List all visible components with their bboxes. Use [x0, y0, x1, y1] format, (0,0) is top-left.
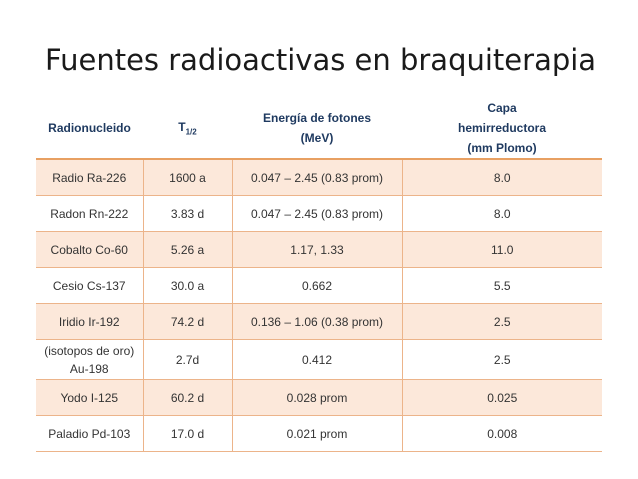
- cell-half-life: 3.83 d: [143, 196, 232, 232]
- cell-half-life: 2.7d: [143, 340, 232, 380]
- cell-radionuclide: Iridio Ir-192: [36, 304, 143, 340]
- cell-hvl: 11.0: [402, 232, 602, 268]
- table-row: [36, 304, 602, 340]
- header-energy-line1: Energía de fotones: [262, 111, 372, 125]
- cell-half-life: 17.0 d: [143, 416, 232, 452]
- table-row: [36, 380, 602, 416]
- cell-energy: 0.047 – 2.45 (0.83 prom): [232, 196, 402, 232]
- cell-half-life: 5.26 a: [143, 232, 232, 268]
- cell-hvl: 2.5: [402, 340, 602, 380]
- header-photon-energy: [232, 98, 402, 159]
- header-half-life-base: T: [178, 119, 186, 134]
- cell-radionuclide: Paladio Pd-103: [36, 416, 143, 452]
- cell-radionuclide-line2: Au-198: [69, 361, 109, 376]
- cell-energy: 0.136 – 1.06 (0.38 prom): [232, 304, 402, 340]
- cell-hvl: 0.025: [402, 380, 602, 416]
- table-row: [36, 416, 602, 452]
- cell-radionuclide: Radon Rn-222: [36, 196, 143, 232]
- table-row: [36, 268, 602, 304]
- cell-hvl: 2.5: [402, 304, 602, 340]
- cell-energy: 0.412: [232, 340, 402, 380]
- cell-hvl: 8.0: [402, 159, 602, 196]
- table-row: [36, 232, 602, 268]
- header-hvl-line1: Capa: [487, 101, 517, 115]
- cell-radionuclide-line1: (isotopos de oro): [44, 343, 135, 358]
- cell-energy: 0.047 – 2.45 (0.83 prom): [232, 159, 402, 196]
- cell-energy: 0.021 prom: [232, 416, 402, 452]
- header-radionuclide: Radionucleido: [36, 98, 143, 159]
- table-row: [36, 196, 602, 232]
- cell-energy: 0.662: [232, 268, 402, 304]
- header-half-life: [143, 98, 232, 159]
- cell-radionuclide: Cobalto Co-60: [36, 232, 143, 268]
- slide-title: Fuentes radioactivas en braquiterapia: [45, 43, 597, 77]
- cell-half-life: 74.2 d: [143, 304, 232, 340]
- header-energy-line2: (MeV): [300, 131, 334, 145]
- cell-radionuclide: Yodo I-125: [36, 380, 143, 416]
- cell-energy: 1.17, 1.33: [232, 232, 402, 268]
- cell-hvl: 5.5: [402, 268, 602, 304]
- radioactive-sources-table: [36, 98, 602, 452]
- cell-half-life: 1600 a: [143, 159, 232, 196]
- cell-energy: 0.028 prom: [232, 380, 402, 416]
- cell-hvl: 8.0: [402, 196, 602, 232]
- header-hvl-line3: (mm Plomo): [467, 141, 537, 155]
- header-half-life-subscript: 1/2: [185, 127, 197, 137]
- header-hvl-line2: hemirreductora: [457, 121, 547, 135]
- cell-radionuclide: Cesio Cs-137: [36, 268, 143, 304]
- header-half-value-layer: [402, 98, 602, 159]
- cell-half-life: 60.2 d: [143, 380, 232, 416]
- cell-radionuclide: [36, 340, 143, 380]
- cell-radionuclide: Radio Ra-226: [36, 159, 143, 196]
- table-row: [36, 340, 602, 380]
- header-row: [36, 98, 602, 159]
- cell-half-life: 30.0 a: [143, 268, 232, 304]
- cell-hvl: 0.008: [402, 416, 602, 452]
- table-row: [36, 159, 602, 196]
